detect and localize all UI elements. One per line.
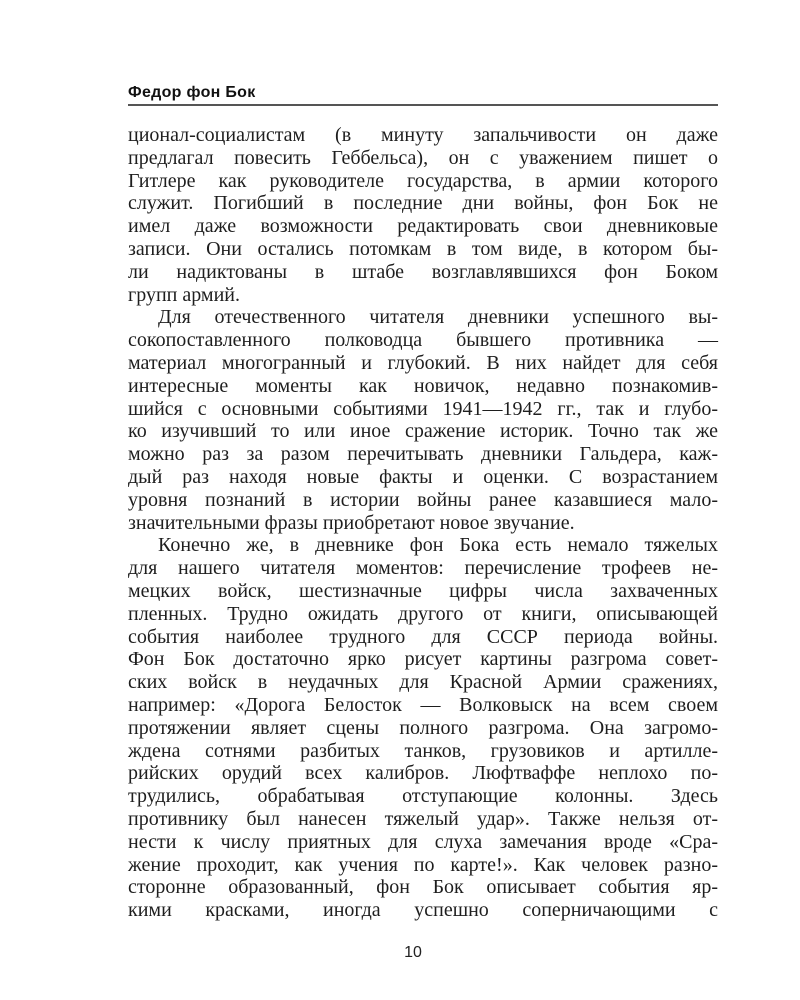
text-line: ждена сотнями разбитых танков, грузовиков и артилле- [128,739,718,762]
text-line: можно раз за разом перечитывать дневники Гальдера, каж- [128,443,718,466]
text-line: Конечно же, в дневнике фон Бока есть немало тяжелых [158,534,718,557]
text-line: групп армий. [128,283,240,306]
text-line: события наиболее трудного для СССР периода войны. [128,625,718,648]
text-line: предлагал повесить Геббельса), он с уважением пишет о [128,146,718,169]
text-line: пленных. Трудно ожидать другого от книги, описывающей [128,602,718,625]
body-text [128,124,718,922]
text-line: сокопоставленного полководца бывшего противника — [128,329,718,352]
header-rule [128,104,718,106]
paragraph [128,306,718,534]
paragraph [128,124,718,306]
text-line: шийся с основными событиями 1941—1942 гг., так и глубо- [128,397,718,420]
text-line: ли надиктованы в штабе возглавлявшихся фон Боком [128,260,718,283]
text-line: мецких войск, шестизначные цифры числа захваченных [128,579,718,602]
text-line: имел даже возможности редактировать свои дневниковые [128,215,718,238]
text-line: сторонне образованный, фон Бок описывает события яр- [128,876,718,899]
text-line: для нашего читателя моментов: перечисление трофеев не- [128,557,718,580]
text-line: материал многогранный и глубокий. В них найдет для себя [128,351,718,374]
paragraph [128,534,718,922]
text-line: ко изучивший то или иное сражение историк. Точно так же [128,420,718,443]
text-line: ционал-социалистам (в минуту запальчивости он даже [128,124,718,146]
text-line: уровня познаний в истории войны ранее казавшиеся мало- [128,488,718,511]
text-line: Для отечественного читателя дневники успешного вы- [158,306,718,329]
text-line: дый раз находя новые факты и оценки. С возрастанием [128,465,718,488]
text-line: противнику был нанесен тяжелый удар». Также нельзя от- [128,807,718,830]
text-line: трудились, обрабатывая отступающие колонны. Здесь [128,785,718,808]
text-line: жение проходит, как учения по карте!». Как человек разно- [128,853,718,876]
text-line: записи. Они остались потомкам в том виде, в котором бы- [128,237,718,260]
text-line: ских войск в неудачных для Красной Армии сражениях, [128,671,718,694]
text-line: значительными фразы приобретают новое звучание. [128,511,575,534]
text-line: рийских орудий всех калибров. Люфтваффе неплохо по- [128,762,718,785]
text-line: Гитлере как руководителе государства, в армии которого [128,169,718,192]
text-line: кими красками, иногда успешно соперничающими с [128,899,718,922]
text-line: например: «Дорога Белосток — Волковыск на всем своем [128,693,718,716]
text-line: служит. Погибший в последние дни войны, фон Бок не [128,192,718,215]
text-line: нести к числу приятных для слуха замечания вроде «Сра- [128,830,718,853]
text-line: протяжении являет сцены полного разгрома. Она загромо- [128,716,718,739]
text-line: интересные моменты как новичок, недавно познакомив- [128,374,718,397]
running-head: Федор фон Бок [128,84,256,101]
page-number: 10 [404,944,422,961]
text-line: Фон Бок достаточно ярко рисует картины разгрома совет- [128,648,718,671]
